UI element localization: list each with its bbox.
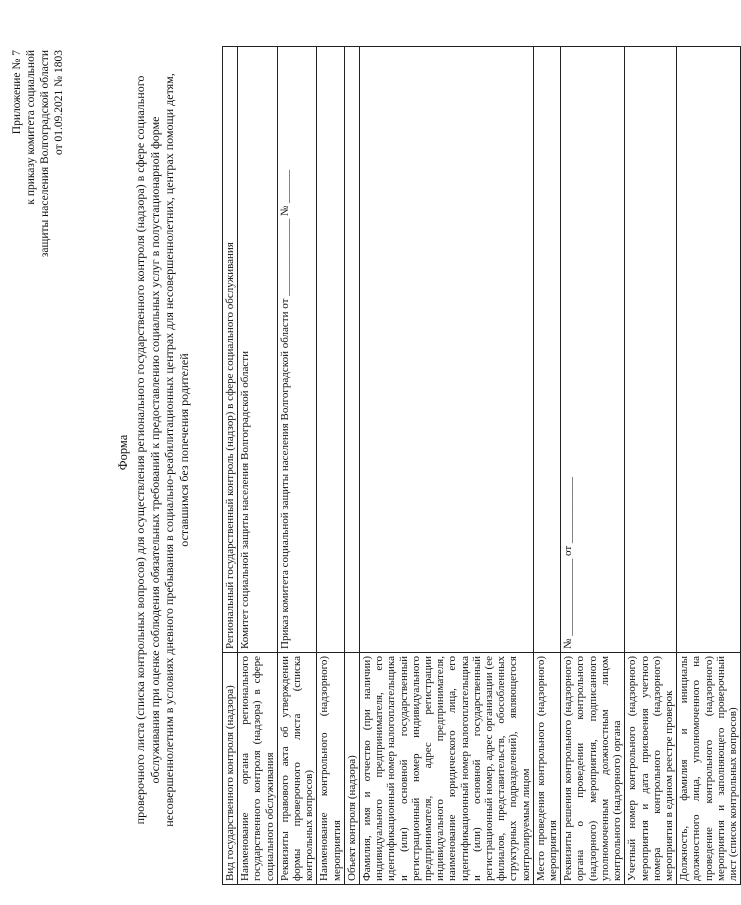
row-value bbox=[344, 47, 359, 653]
row-label: Должность, фамилия и инициалы должностного лица, уполномоченного на проведение контрольного (надзорного) мероприятия и заполняющего проверочный лист (список контрольных вопросов) bbox=[677, 653, 741, 885]
row-value: Приказ комитета социальной защиты населения Волгоградской области от ______________ № ______ bbox=[277, 47, 317, 653]
table-row bbox=[561, 47, 625, 885]
table-row bbox=[677, 47, 741, 885]
row-label: Наименование контрольного (надзорного) мероприятия bbox=[317, 653, 344, 885]
appendix-block bbox=[10, 50, 66, 290]
row-value bbox=[677, 47, 741, 653]
row-value: Комитет социальной защиты населения Волгоградской области bbox=[238, 47, 278, 653]
row-label: Наименование органа регионального государственного контроля (надзора) в сфере социального обслуживания bbox=[238, 653, 278, 885]
table-row bbox=[533, 47, 560, 885]
row-value bbox=[360, 47, 534, 653]
table-row bbox=[317, 47, 344, 885]
row-value: Региональный государственный контроль (надзор) в сфере социального обслуживания bbox=[223, 47, 238, 653]
table-row bbox=[625, 47, 677, 885]
row-label: Вид государственного контроля (надзора) bbox=[223, 653, 238, 885]
row-label: Реквизиты решения контрольного (надзорного) органа о проведении контрольного (надзорного) мероприятия, подписанного уполномоченным должностным лицом контрольного (надзорного) органа bbox=[561, 653, 625, 885]
row-value bbox=[317, 47, 344, 653]
row-label: Реквизиты правового акта об утверждении формы проверочного листа (списка контрольных вопросов) bbox=[277, 653, 317, 885]
row-value bbox=[533, 47, 560, 653]
table-row bbox=[360, 47, 534, 885]
inspection-info-table bbox=[222, 46, 741, 885]
row-label: Фамилия, имя и отчество (при наличии) индивидуального предпринимателя, его идентификационный номер налогоплательщика и (или) основной государственный регистрационный номер индивидуального предпринимателя, адрес регистрации индивидуального предпринимателя, наименование юридического лица, его идентификационный номер налогоплательщика и (или) основной государственный регистрационный номер, адрес организации (ее филиалов, представительств, обособленных структурных подразделений), являющегося контролируемым лицом bbox=[360, 653, 534, 885]
form-title: Форма bbox=[116, 434, 130, 471]
appendix-date: от 01.09.2021 № 1803 bbox=[53, 50, 65, 155]
row-value bbox=[625, 47, 677, 653]
table-row bbox=[344, 47, 359, 885]
row-value: № ______________ от ____________ bbox=[561, 47, 625, 653]
table-row bbox=[238, 47, 278, 885]
form-heading: проверочного листа (списка контрольных вопросов) для осуществления регионального государственного контроля (надзора) в сфере социального обслуживания при оценке соблюдения обязательных требований к предоставлению социальных услуг в полустационарной форме несовершеннолетним в условиях дневного пребывания в социально-реабилитационных центрах для несовершеннолетних, центрах помощи детям, оставшимся без попечения родителей bbox=[133, 73, 192, 827]
appendix-committee: защиты населения Волгоградской области bbox=[39, 50, 51, 258]
table-row bbox=[223, 47, 238, 885]
row-label: Объект контроля (надзора) bbox=[344, 653, 359, 885]
row-label: Место проведения контрольного (надзорного) мероприятия bbox=[533, 653, 560, 885]
row-label: Учетный номер контрольного (надзорного) мероприятия и дата присвоения учетного номера контрольного (надзорного) мероприятия в едином реестре проверок bbox=[625, 653, 677, 885]
appendix-order-ref: к приказу комитета социальной bbox=[25, 50, 37, 205]
appendix-number: Приложение № 7 bbox=[11, 50, 23, 135]
table-row bbox=[277, 47, 317, 885]
